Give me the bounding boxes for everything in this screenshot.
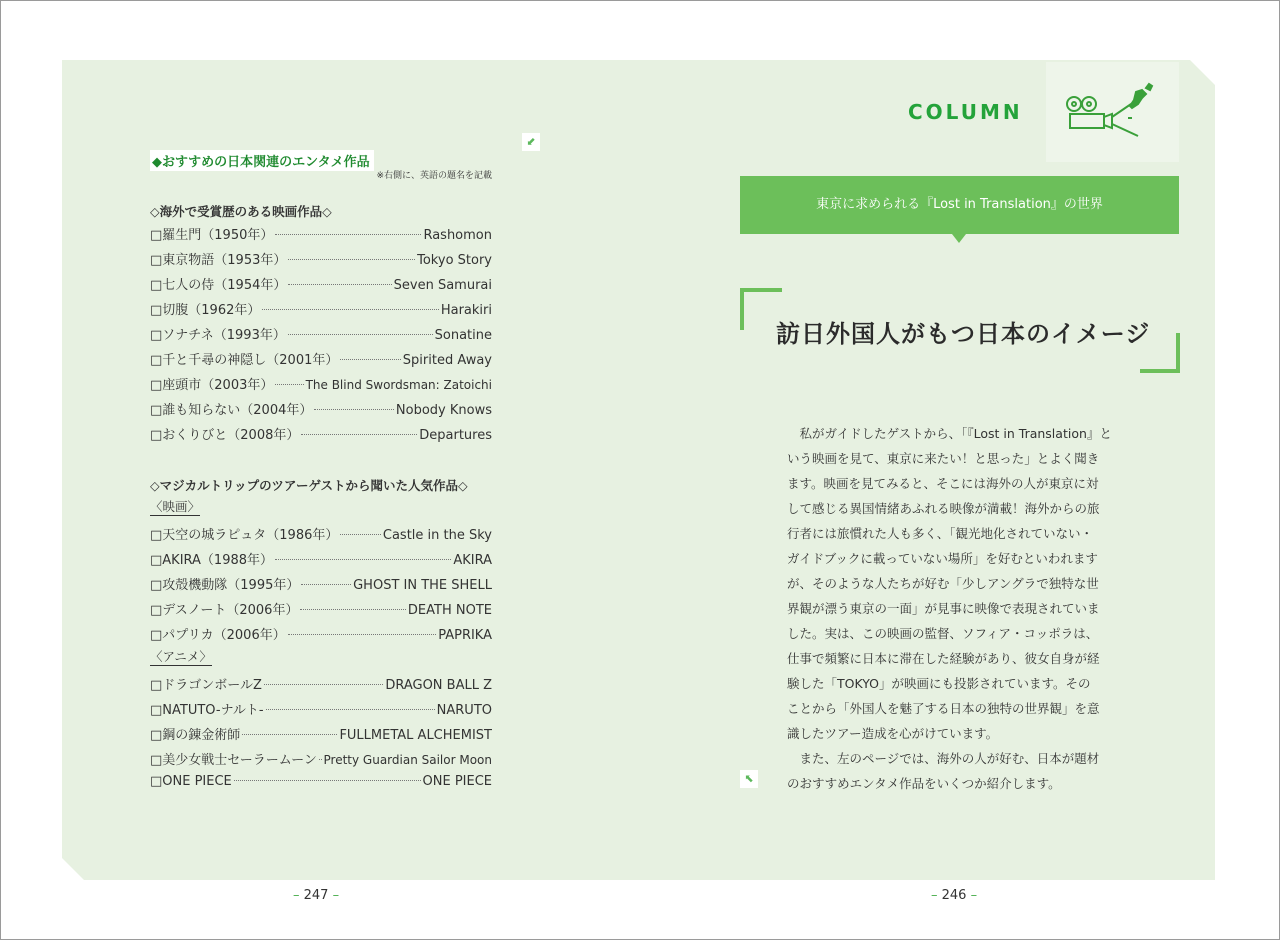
dot-leader <box>301 434 417 435</box>
dot-leader <box>234 780 421 781</box>
body-text-line: して感じる異国情緒あふれる映像が満載！海外からの旅 <box>787 501 1100 516</box>
title-japanese: □羅生門（1950年） <box>150 228 274 243</box>
title-japanese: □NATUTO-ナルト- <box>150 703 264 718</box>
award-film-row <box>150 324 492 343</box>
body-text-line: のおすすめエンタメ作品をいくつか紹介します。 <box>787 776 1061 791</box>
headline-bracket-bottom-right <box>1140 333 1180 373</box>
title-english: GHOST IN THE SHELL <box>353 578 492 593</box>
dot-leader <box>288 334 433 335</box>
title-english: Rashomon <box>423 228 492 243</box>
dot-leader <box>275 559 451 560</box>
movie-row <box>150 599 492 618</box>
title-english: Harakiri <box>440 303 492 318</box>
title-japanese: □ONE PIECE <box>150 774 232 789</box>
anime-row <box>150 724 492 743</box>
title-japanese: □座頭市（2003年） <box>150 378 274 393</box>
dot-leader <box>319 759 322 760</box>
column-label: COLUMN <box>908 100 1023 124</box>
title-japanese: □東京物語（1953年） <box>150 253 287 268</box>
award-film-row <box>150 299 492 318</box>
title-english: DRAGON BALL Z <box>385 678 492 693</box>
dot-leader <box>275 234 421 235</box>
anime-row <box>150 699 492 718</box>
body-text-line: 私がガイドしたゲストから、「『Lost in Translation』と <box>787 426 1112 441</box>
title-japanese: □ドラゴンボールZ <box>150 678 262 693</box>
dot-leader <box>340 534 381 535</box>
left-page-number: – 247 – <box>293 888 340 903</box>
title-english: Departures <box>419 428 492 443</box>
title-japanese: □おくりびと（2008年） <box>150 428 300 443</box>
left-page-heading: ◆おすすめの日本関連のエンタメ作品 <box>150 150 374 171</box>
dot-leader <box>301 584 351 585</box>
title-english: Spirited Away <box>402 353 492 368</box>
dot-leader <box>300 609 405 610</box>
title-english: AKIRA <box>453 553 492 568</box>
dot-leader <box>340 359 400 360</box>
dot-leader <box>288 259 415 260</box>
section-popular-title: ◇マジカルトリップのツアーゲストから聞いた人気作品◇ <box>150 478 468 493</box>
dot-leader <box>264 684 383 685</box>
title-english: Nobody Knows <box>395 403 492 418</box>
title-english: NARUTO <box>436 703 492 718</box>
body-text-line: した。実は、この映画の監督、ソフィア・コッポラは、 <box>787 626 1099 641</box>
title-japanese: □七人の侍（1954年） <box>150 278 287 293</box>
title-english: The Blind Swordsman: Zatoichi <box>305 378 492 392</box>
body-text-line: ことから「外国人を魅了する日本の独特の世界観」を意 <box>787 701 1100 716</box>
body-text-line: 仕事で頻繁に日本に滞在した経験があり、彼女自身が経 <box>787 651 1100 666</box>
anime-row <box>150 774 492 789</box>
banner-pointer <box>952 234 966 243</box>
title-japanese: □千と千尋の神隠し（2001年） <box>150 353 339 368</box>
title-japanese: □切腹（1962年） <box>150 303 261 318</box>
section-award-title: ◇海外で受賞歴のある映画作品◇ <box>150 204 332 219</box>
body-text-line: ます。映画を見てみると、そこには海外の人が東京に対 <box>787 476 1099 491</box>
title-japanese: □天空の城ラピュタ（1986年） <box>150 528 339 543</box>
title-english: Castle in the Sky <box>382 528 492 543</box>
dot-leader <box>262 309 438 310</box>
title-japanese: □美少女戦士セーラームーン <box>150 753 317 768</box>
title-japanese: □AKIRA（1988年） <box>150 553 274 568</box>
anime-label: 〈アニメ〉 <box>150 649 212 664</box>
award-film-row <box>150 249 492 268</box>
title-english: DEATH NOTE <box>407 603 492 618</box>
title-english: ONE PIECE <box>422 774 492 789</box>
title-english: Pretty Guardian Sailor Moon <box>323 753 492 767</box>
anime-row <box>150 674 492 693</box>
movie-row <box>150 524 492 543</box>
arrow-up-left-icon: ⬉ <box>740 770 758 788</box>
dot-leader <box>314 409 394 410</box>
dot-leader <box>288 284 391 285</box>
title-japanese: □攻殻機動隊（1995年） <box>150 578 300 593</box>
body-text-line: 行者には旅慣れた人も多く、「観光地化されていない・ <box>787 526 1094 541</box>
title-japanese: □誰も知らない（2004年） <box>150 403 313 418</box>
dot-leader <box>242 734 337 735</box>
anime-row <box>150 749 492 768</box>
body-text-line: いう映画を見て、東京に来たい！と思った」とよく聞き <box>787 451 1100 466</box>
column-banner: 東京に求められる『Lost in Translation』の世界 <box>740 176 1179 234</box>
body-text-line: 験した「TOKYO」が映画にも投影されています。その <box>787 676 1091 691</box>
dot-leader <box>266 709 435 710</box>
movie-row <box>150 549 492 568</box>
award-film-row <box>150 274 492 293</box>
award-film-row <box>150 399 492 418</box>
award-film-row <box>150 349 492 368</box>
title-japanese: □パプリカ（2006年） <box>150 628 286 643</box>
title-japanese: □鋼の錬金術師 <box>150 728 241 743</box>
title-english: Tokyo Story <box>417 253 492 268</box>
body-text-line: ガイドブックに載っていない場所」を好むといわれます <box>787 551 1098 566</box>
title-english: FULLMETAL ALCHEMIST <box>339 728 492 743</box>
movies-label: 〈映画〉 <box>150 499 201 514</box>
right-page-number: – 246 – <box>931 888 978 903</box>
title-english: Seven Samurai <box>393 278 492 293</box>
title-japanese: □ソナチネ（1993年） <box>150 328 286 343</box>
left-page-note: ※右側に、英語の題名を記載 <box>376 171 492 181</box>
body-text-line: が、そのような人たちが好む「少しアングラで独特な世 <box>787 576 1099 591</box>
dot-leader <box>288 634 436 635</box>
dot-leader <box>275 384 303 385</box>
award-film-row <box>150 224 492 243</box>
arrow-down-left-icon: ⬋ <box>522 133 540 151</box>
body-text-line: また、左のページでは、海外の人が好む、日本が題材 <box>787 751 1100 766</box>
body-text-line: 界観が漂う東京の一面」が見事に映像で表現されていま <box>787 601 1100 616</box>
title-japanese: □デスノート（2006年） <box>150 603 299 618</box>
title-english: PAPRIKA <box>438 628 492 643</box>
title-english: Sonatine <box>434 328 492 343</box>
headline: 訪日外国人がもつ日本のイメージ <box>776 320 1151 348</box>
projector-illustration-box <box>1046 62 1179 162</box>
award-film-row <box>150 424 492 443</box>
film-projector-japan-map-icon <box>1046 62 1179 162</box>
award-film-row <box>150 374 492 393</box>
body-text-line: 識したツアー造成を心がけています。 <box>787 726 999 741</box>
movie-row <box>150 574 492 593</box>
movie-row <box>150 624 492 643</box>
